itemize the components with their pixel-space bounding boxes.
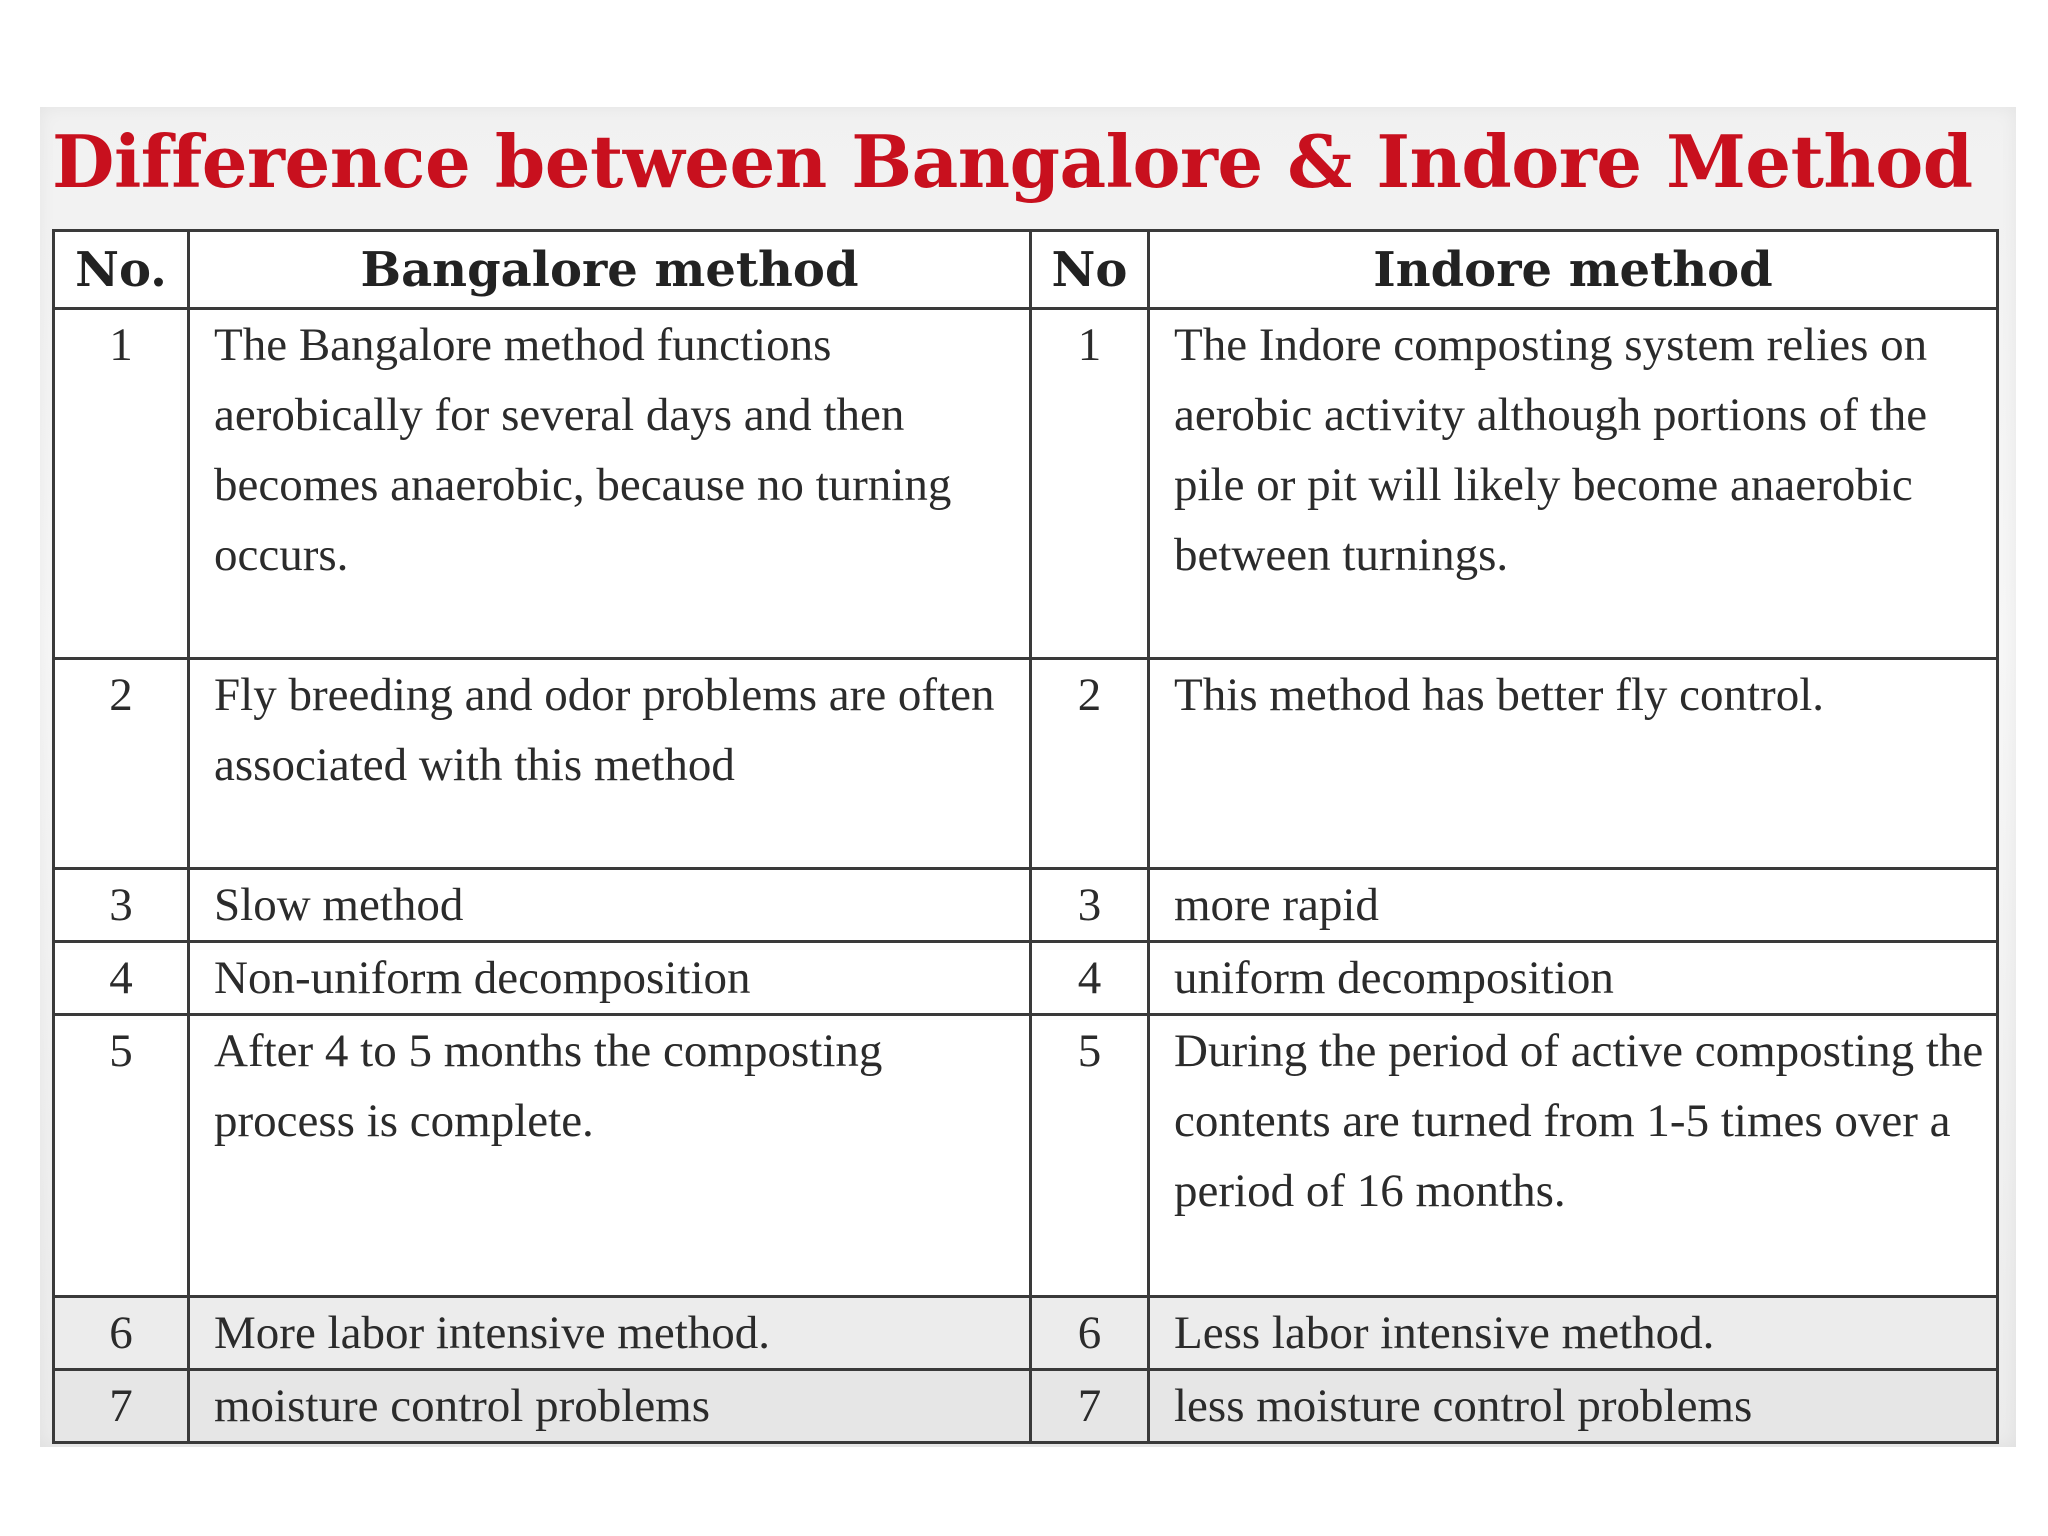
bangalore-cell: More labor intensive method.	[189, 1297, 1031, 1370]
table-row	[54, 309, 1998, 659]
indore-cell: The Indore composting system relies on aerobic activity although portions of the pile or pit will likely become anaerobic between turnings.	[1149, 309, 1998, 659]
row-number-right: 5	[1031, 1015, 1149, 1297]
table-row	[54, 942, 1998, 1015]
bangalore-cell: Fly breeding and odor problems are often associated with this method	[189, 659, 1031, 869]
table-row	[54, 869, 1998, 942]
table-row	[54, 659, 1998, 869]
row-number-right: 2	[1031, 659, 1149, 869]
comparison-table	[52, 229, 1999, 1444]
bangalore-cell: Slow method	[189, 869, 1031, 942]
bangalore-cell: Non-uniform decomposition	[189, 942, 1031, 1015]
bangalore-cell: moisture control problems	[189, 1370, 1031, 1443]
comparison-table-wrapper	[52, 229, 1996, 1444]
row-number-left: 1	[54, 309, 189, 659]
row-number-right: 1	[1031, 309, 1149, 659]
row-number-left: 5	[54, 1015, 189, 1297]
slide-title: Difference between Bangalore & Indore Method	[52, 119, 1973, 204]
slide	[40, 107, 2016, 1447]
indore-cell: Less labor intensive method.	[1149, 1297, 1998, 1370]
row-number-left: 4	[54, 942, 189, 1015]
indore-cell: This method has better fly control.	[1149, 659, 1998, 869]
row-number-right: 7	[1031, 1370, 1149, 1443]
header-indore: Indore method	[1149, 231, 1998, 309]
table-header-row	[54, 231, 1998, 309]
row-number-right: 4	[1031, 942, 1149, 1015]
indore-cell: less moisture control problems	[1149, 1370, 1998, 1443]
bangalore-cell: After 4 to 5 months the composting process is complete.	[189, 1015, 1031, 1297]
header-no-left: No.	[54, 231, 189, 309]
header-no-right: No	[1031, 231, 1149, 309]
row-number-right: 3	[1031, 869, 1149, 942]
indore-cell: uniform decomposition	[1149, 942, 1998, 1015]
row-number-left: 2	[54, 659, 189, 869]
row-number-left: 6	[54, 1297, 189, 1370]
row-number-left: 7	[54, 1370, 189, 1443]
row-number-left: 3	[54, 869, 189, 942]
indore-cell: more rapid	[1149, 869, 1998, 942]
bangalore-cell: The Bangalore method functions aerobically for several days and then becomes anaerobic, because no turning occurs.	[189, 309, 1031, 659]
row-number-right: 6	[1031, 1297, 1149, 1370]
indore-cell: During the period of active composting the contents are turned from 1-5 times over a period of 16 months.	[1149, 1015, 1998, 1297]
table-row	[54, 1297, 1998, 1370]
table-row	[54, 1370, 1998, 1443]
header-bangalore: Bangalore method	[189, 231, 1031, 309]
table-row	[54, 1015, 1998, 1297]
